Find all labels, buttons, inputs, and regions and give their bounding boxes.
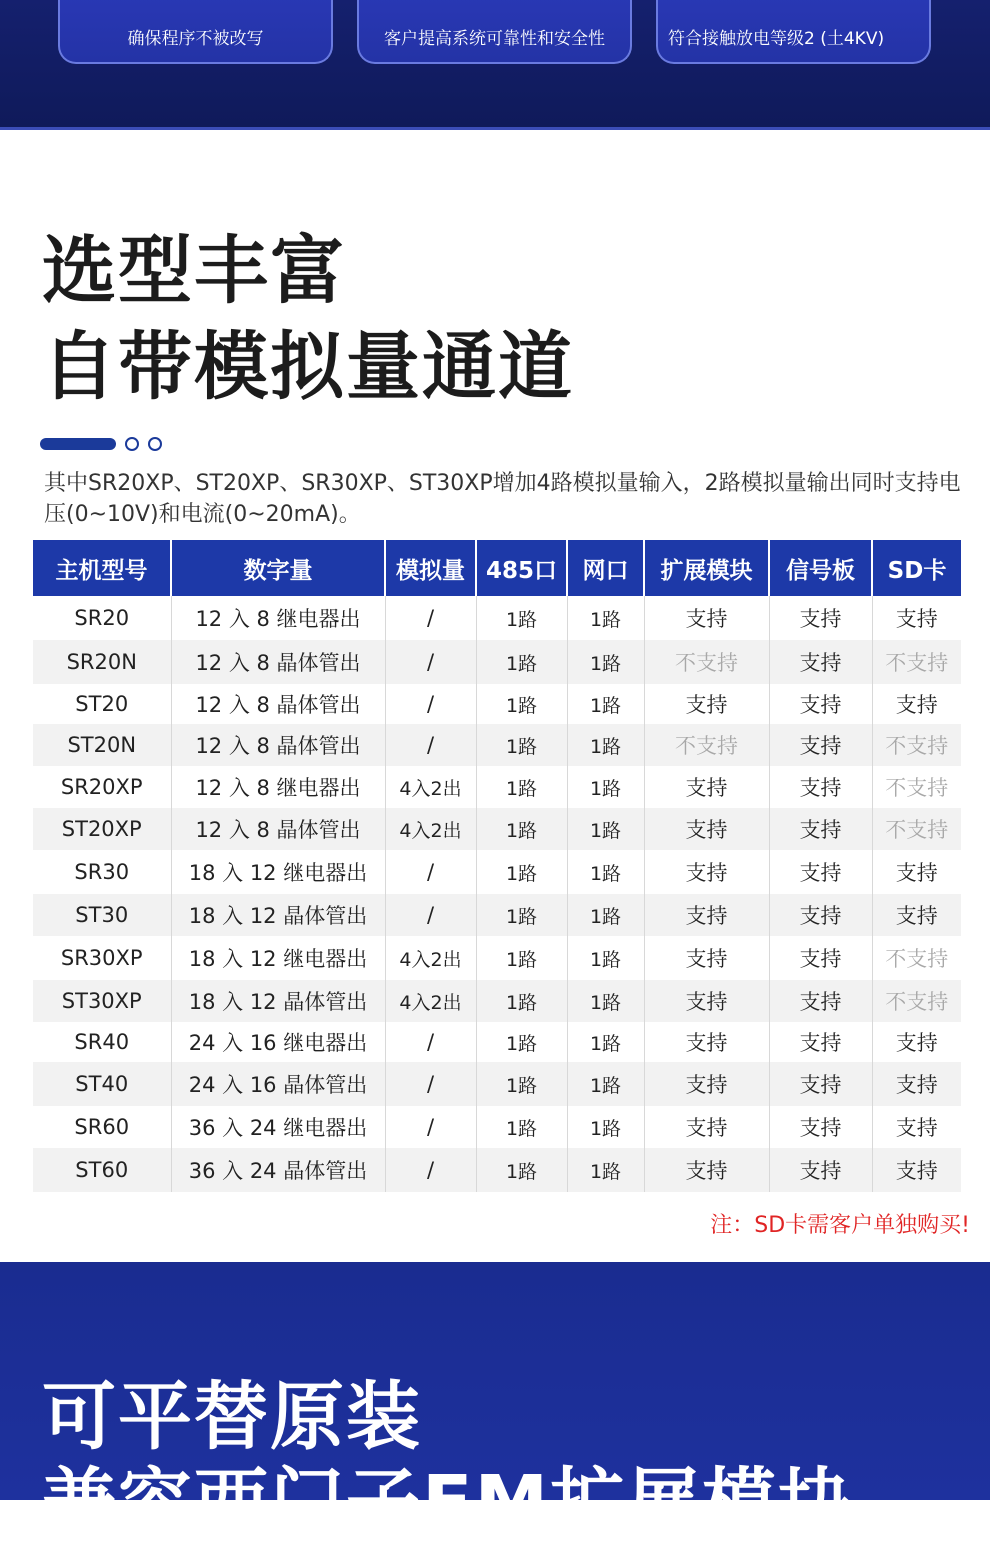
table-cell: 18 入 12 晶体管出	[171, 894, 385, 936]
table-header-cell: 信号板	[769, 540, 872, 596]
table-cell: 4入2出	[385, 808, 476, 850]
table-cell: 1路	[476, 596, 567, 640]
table-cell: 支持	[644, 808, 769, 850]
table-cell: /	[385, 1062, 476, 1106]
table-cell: 1路	[476, 724, 567, 766]
table-cell: 支持	[769, 894, 872, 936]
table-cell: 支持	[644, 684, 769, 724]
top-banner	[0, 0, 990, 130]
table-cell: /	[385, 684, 476, 724]
table-row	[33, 766, 961, 808]
table-cell: 支持	[769, 1022, 872, 1062]
table-cell: 12 入 8 晶体管出	[171, 684, 385, 724]
table-cell: 支持	[769, 684, 872, 724]
feature-card-esd-level	[656, 0, 931, 64]
table-cell: 1路	[567, 1106, 644, 1148]
table-cell: 支持	[769, 596, 872, 640]
table-header-cell: 485口	[476, 540, 567, 596]
table-body	[33, 596, 961, 1192]
table-cell: 支持	[769, 1062, 872, 1106]
table-row	[33, 724, 961, 766]
table-cell: 12 入 8 继电器出	[171, 766, 385, 808]
table-cell: 36 入 24 晶体管出	[171, 1148, 385, 1192]
table-header-cell: 扩展模块	[644, 540, 769, 596]
table-cell: 不支持	[872, 640, 961, 684]
table-cell: 支持	[644, 766, 769, 808]
table-cell: ST30	[33, 894, 171, 936]
table-row	[33, 640, 961, 684]
section-title-line1: 选型丰富	[42, 228, 346, 314]
table-cell: 24 入 16 晶体管出	[171, 1062, 385, 1106]
table-cell: 1路	[567, 1148, 644, 1192]
table-cell: 1路	[567, 640, 644, 684]
table-cell: 1路	[567, 724, 644, 766]
feature-card-text: 确保程序不被改写	[127, 29, 264, 49]
table-cell: /	[385, 1148, 476, 1192]
table-cell: /	[385, 596, 476, 640]
table-cell: 1路	[567, 894, 644, 936]
table-cell: 支持	[769, 724, 872, 766]
table-cell: 1路	[476, 936, 567, 980]
table-cell: 支持	[872, 1148, 961, 1192]
bottom-banner	[0, 1262, 990, 1546]
dot-pill	[40, 438, 116, 450]
table-cell: 支持	[769, 936, 872, 980]
table-cell: 支持	[872, 684, 961, 724]
table-cell: 12 入 8 晶体管出	[171, 724, 385, 766]
table-row	[33, 684, 961, 724]
table-cell: 不支持	[872, 724, 961, 766]
table-cell: 1路	[476, 808, 567, 850]
table-cell: 不支持	[644, 640, 769, 684]
table-cell: 1路	[567, 980, 644, 1022]
table-cell: 支持	[872, 1106, 961, 1148]
feature-card-reliability	[357, 0, 632, 64]
table-cell: 支持	[644, 980, 769, 1022]
table-cell: 1路	[476, 1062, 567, 1106]
decorative-dots	[40, 437, 162, 451]
table-header-cell: 模拟量	[385, 540, 476, 596]
table-cell: ST20	[75, 692, 129, 716]
table-cell: 支持	[872, 1022, 961, 1062]
table-cell: 不支持	[872, 808, 961, 850]
table-cell: 1路	[476, 766, 567, 808]
table-cell: 支持	[872, 596, 961, 640]
table-cell: 支持	[872, 850, 961, 894]
table-cell: 1路	[567, 850, 644, 894]
table-cell: ST20N	[33, 724, 171, 766]
table-header-cell: 主机型号	[33, 540, 171, 596]
table-cell: 12 入 8 继电器出	[171, 596, 385, 640]
table-row	[33, 894, 961, 936]
table-cell: 支持	[644, 1106, 769, 1148]
feature-card-text: 客户提高系统可靠性和安全性	[384, 29, 605, 49]
bottom-title-line2: 兼容西门子EM扩展模块	[42, 1460, 855, 1546]
table-cell: ST30XP	[33, 980, 171, 1022]
dot-ring	[125, 437, 139, 451]
table-cell: 支持	[769, 808, 872, 850]
feature-card-text: 符合接触放电等级2 (土4KV)	[668, 29, 885, 49]
table-cell: SR30XP	[60, 946, 143, 970]
table-row	[33, 1106, 961, 1148]
table-cell: 1路	[476, 1148, 567, 1192]
table-cell: 1路	[476, 894, 567, 936]
table-cell: 4入2出	[385, 766, 476, 808]
table-cell: 36 入 24 继电器出	[171, 1106, 385, 1148]
table-cell: 1路	[476, 980, 567, 1022]
table-cell: 支持	[769, 766, 872, 808]
table-row	[33, 1062, 961, 1106]
table-cell: SR40	[74, 1030, 130, 1054]
table-header-cell: 数字量	[171, 540, 385, 596]
table-row	[33, 808, 961, 850]
table-cell: ST20XP	[33, 808, 171, 850]
table-header-cell: SD卡	[872, 540, 961, 596]
table-cell: 1路	[476, 1106, 567, 1148]
table-cell: /	[385, 640, 476, 684]
table-row	[33, 1148, 961, 1192]
table-cell: 支持	[769, 640, 872, 684]
table-cell: /	[385, 894, 476, 936]
table-cell: 支持	[872, 894, 961, 936]
table-cell: 1路	[476, 684, 567, 724]
table-cell: 支持	[644, 1022, 769, 1062]
table-cell: 1路	[567, 596, 644, 640]
feature-card-program-protection	[58, 0, 333, 64]
table-cell: 1路	[567, 766, 644, 808]
table-cell: 18 入 12 继电器出	[171, 936, 385, 980]
intro-paragraph: 其中SR20XP、ST20XP、SR30XP、ST30XP增加4路模拟量输入，2路模拟量输出同时支持电压(0~10V)和电流(0~20mA)。	[44, 471, 961, 527]
table-cell: 支持	[769, 1106, 872, 1148]
table-cell: SR20	[74, 606, 130, 630]
table-row	[33, 936, 961, 980]
table-cell: SR60	[74, 1115, 130, 1139]
table-cell: 支持	[769, 1148, 872, 1192]
table-cell: /	[385, 1022, 476, 1062]
table-cell: 支持	[644, 1148, 769, 1192]
table-cell: 24 入 16 继电器出	[171, 1022, 385, 1062]
table-cell: 12 入 8 晶体管出	[171, 808, 385, 850]
table-cell: 1路	[476, 850, 567, 894]
table-header-row	[33, 540, 961, 596]
table-cell: ST40	[33, 1062, 171, 1106]
table-header-cell: 网口	[567, 540, 644, 596]
table-cell: 支持	[769, 850, 872, 894]
table-row	[33, 596, 961, 640]
table-cell: 不支持	[872, 980, 961, 1022]
table-cell: 4入2出	[385, 980, 476, 1022]
table-cell: SR20XP	[60, 775, 143, 799]
table-cell: 支持	[644, 850, 769, 894]
table-row	[33, 980, 961, 1022]
table-cell: /	[385, 1106, 476, 1148]
table-cell: 支持	[644, 1062, 769, 1106]
table-cell: 支持	[644, 596, 769, 640]
table-cell: 支持	[769, 980, 872, 1022]
table-cell: 1路	[567, 1062, 644, 1106]
table-cell: SR20N	[33, 640, 171, 684]
table-cell: 4入2出	[385, 936, 476, 980]
table-row	[33, 850, 961, 894]
table-cell: 支持	[872, 1062, 961, 1106]
table-cell: 1路	[567, 684, 644, 724]
table-cell: 1路	[567, 808, 644, 850]
section-title-line2: 自带模拟量通道	[42, 324, 574, 410]
table-cell: 12 入 8 晶体管出	[171, 640, 385, 684]
table-cell: /	[385, 724, 476, 766]
table-row	[33, 1022, 961, 1062]
table-cell: 1路	[567, 1022, 644, 1062]
table-cell: 支持	[644, 894, 769, 936]
table-cell: 18 入 12 继电器出	[171, 850, 385, 894]
table-cell: 1路	[476, 640, 567, 684]
table-cell: ST60	[33, 1148, 171, 1192]
table-cell: 1路	[476, 1022, 567, 1062]
table-cell: /	[385, 850, 476, 894]
bottom-title-line1: 可平替原装	[42, 1374, 422, 1460]
table-cell: 不支持	[644, 724, 769, 766]
table-cell: 不支持	[872, 936, 961, 980]
dot-ring	[148, 437, 162, 451]
table-cell: 1路	[567, 936, 644, 980]
table-cell: 18 入 12 晶体管出	[171, 980, 385, 1022]
table-cell: 不支持	[872, 766, 961, 808]
table-cell: SR30	[74, 860, 130, 884]
model-spec-table	[33, 540, 961, 1192]
table-cell: 支持	[644, 936, 769, 980]
sd-card-note: 注：SD卡需客户单独购买!	[710, 1213, 970, 1238]
